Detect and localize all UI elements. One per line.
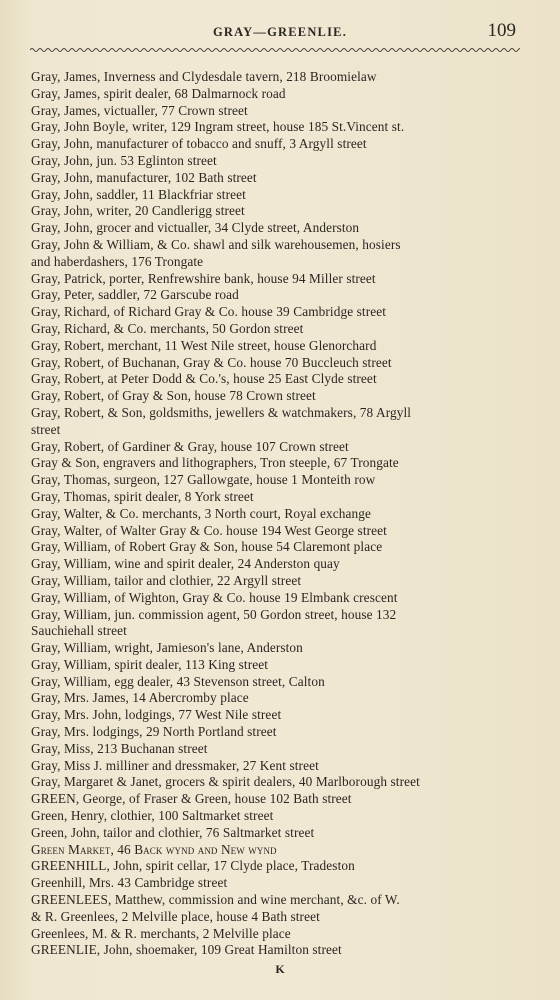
signature-mark: K [275, 962, 285, 976]
directory-entry: Green Market, 46 Back wynd and New wynd [31, 841, 277, 857]
directory-entry: Gray, Mrs. John, lodgings, 77 West Nile street [31, 707, 282, 723]
directory-entry: Gray, James, Inverness and Clydesdale tavern, 218 Broomielaw [31, 69, 377, 84]
directory-entry: Gray, Robert, & Son, goldsmiths, jewellers & watchmakers, 78 Argyll [31, 404, 412, 420]
directory-entry: Gray, Walter, & Co. merchants, 3 North court, Royal exchange [31, 505, 372, 521]
directory-entry: Gray, John, manufacturer, 102 Bath street [31, 169, 257, 185]
directory-entry: Gray, William, of Wighton, Gray & Co. house 19 Elmbank crescent [31, 589, 398, 605]
directory-entry: Gray, Robert, of Gray & Son, house 78 Crown street [31, 388, 316, 404]
directory-entry-continuation: Sauchiehall street [31, 623, 127, 639]
running-head [0, 20, 560, 48]
directory-entry-continuation: street [31, 421, 61, 437]
directory-entry: Gray, Mrs. James, 14 Abercromby place [31, 690, 249, 706]
directory-entry: Gray, William, egg dealer, 43 Stevenson street, Calton [31, 673, 325, 689]
directory-entry: Gray & Son, engravers and lithographers, Tron steeple, 67 Trongate [31, 455, 399, 471]
directory-entry: Gray, John, grocer and victualler, 34 Clyde street, Anderston [31, 220, 360, 236]
directory-entry: Gray, Robert, of Gardiner & Gray, house 107 Crown street [31, 438, 349, 454]
directory-entry: Gray, James, victualler, 77 Crown street [31, 102, 248, 118]
directory-entry: Gray, John Boyle, writer, 129 Ingram street, house 185 St.Vincent st. [31, 119, 405, 135]
directory-entry: Gray, Margaret & Janet, grocers & spirit dealers, 40 Marlborough street [31, 774, 420, 790]
directory-entry: Gray, William, spirit dealer, 113 King street [31, 656, 269, 672]
directory-entry: Gray, Peter, saddler, 72 Garscube road [31, 287, 239, 303]
page-title: GRAY—GREENLIE. [212, 25, 348, 39]
directory-entry: Gray, John, manufacturer of tobacco and snuff, 3 Argyll street [31, 136, 367, 152]
directory-entry: Green, John, tailor and clothier, 76 Saltmarket street [31, 824, 315, 840]
directory-entry-continuation: and haberdashers, 176 Trongate [31, 253, 204, 269]
directory-entry: GREENHILL, John, spirit cellar, 17 Clyde place, Tradeston [31, 858, 355, 874]
directory-entry: Gray, Walter, of Walter Gray & Co. house 194 West George street [31, 522, 387, 538]
directory-entry: Gray, Robert, merchant, 11 West Nile street, house Glenorchard [31, 337, 377, 353]
directory-entry: Gray, Richard, & Co. merchants, 50 Gordon street [31, 320, 304, 336]
directory-entry: Gray, Patrick, porter, Renfrewshire bank, house 94 Miller street [31, 270, 376, 286]
directory-entry: Gray, Miss J. milliner and dressmaker, 27 Kent street [31, 757, 319, 773]
page-number: 109 [487, 20, 516, 41]
directory-entry-continuation: & R. Greenlees, 2 Melville place, house 4 Bath street [31, 908, 320, 924]
wavy-rule-divider [30, 45, 520, 55]
directory-entry: Green, Henry, clothier, 100 Saltmarket street [31, 808, 274, 824]
directory-entry: Gray, Thomas, spirit dealer, 8 York street [31, 488, 254, 504]
directory-entry: Gray, Robert, of Buchanan, Gray & Co. house 70 Buccleuch street [31, 354, 392, 370]
directory-entries [31, 69, 523, 959]
directory-entry: Gray, William, wright, Jamieson's lane, Anderston [31, 640, 303, 656]
directory-entry: GREENLEES, Matthew, commission and wine merchant, &c. of W. [31, 892, 400, 908]
directory-entry: Gray, William, jun. commission agent, 50 Gordon street, house 132 [31, 606, 397, 622]
directory-entry: Gray, John, saddler, 11 Blackfriar street [31, 186, 246, 202]
directory-entry: Gray, Robert, at Peter Dodd & Co.'s, house 25 East Clyde street [31, 371, 377, 387]
directory-entry: Gray, William, of Robert Gray & Son, house 54 Claremont place [31, 539, 383, 555]
directory-entry: Gray, Miss, 213 Buchanan street [31, 740, 208, 756]
directory-entry: Greenhill, Mrs. 43 Cambridge street [31, 875, 228, 891]
directory-entry: Greenlees, M. & R. merchants, 2 Melville place [31, 925, 291, 941]
directory-entry: Gray, James, spirit dealer, 68 Dalmarnock road [31, 85, 286, 101]
directory-entry: Gray, Richard, of Richard Gray & Co. house 39 Cambridge street [31, 304, 387, 320]
directory-entry: Gray, John, writer, 20 Candlerigg street [31, 203, 245, 219]
directory-entry: Gray, Thomas, surgeon, 127 Gallowgate, house 1 Monteith row [31, 472, 376, 488]
directory-entry: Gray, John, jun. 53 Eglinton street [31, 152, 217, 168]
directory-entry: GREENLIE, John, shoemaker, 109 Great Hamilton street [31, 942, 342, 958]
directory-entry: Gray, Mrs. lodgings, 29 North Portland street [31, 724, 277, 740]
directory-entry: GREEN, George, of Fraser & Green, house 102 Bath street [31, 791, 352, 807]
directory-entry: Gray, John & William, & Co. shawl and silk warehousemen, hosiers [31, 236, 401, 252]
directory-entry: Gray, William, wine and spirit dealer, 24 Anderston quay [31, 556, 340, 572]
directory-entry: Gray, William, tailor and clothier, 22 Argyll street [31, 572, 302, 588]
